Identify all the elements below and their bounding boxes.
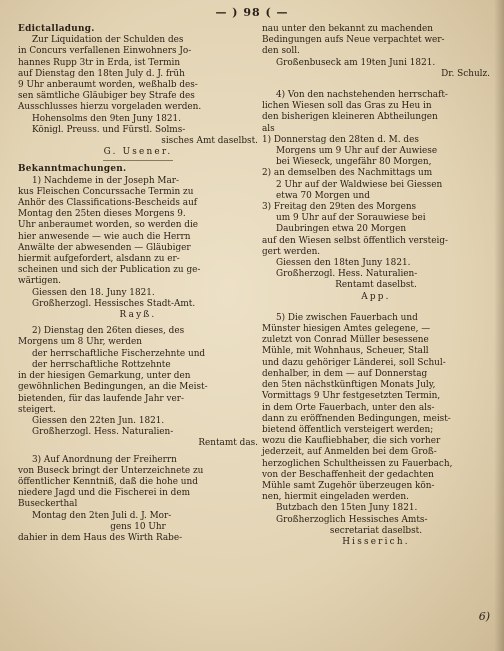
text-line: denhalber, in dem — auf Donnerstag [262,368,428,379]
text-line: der herrschaftliche Fischerzehnte und [32,348,206,359]
text-line: Montag den 2ten Juli d. J. Mor- [32,510,172,521]
text-line: 2) an demselben des Nachmittags um [262,168,433,179]
text-line: Großherzogl. Hessisches Stadt-Amt. [32,298,196,309]
section-divider [103,160,173,161]
text-line: Ausschlusses hierzu vorgeladen werden. [18,102,202,113]
text-line: sisches Amt daselbst. [161,136,258,147]
text-line: Uhr anberaumet worden, so werden die [18,220,199,231]
text-line: Rayß. [119,310,157,321]
text-line: Anhör des Classifications-Bescheids auf [18,198,198,209]
text-line: von Buseck bringt der Unterzeichnete zu [18,465,204,476]
page-edge-shadow [494,0,504,651]
text-line: auf Dienstag den 18ten July d. J. früh [18,68,185,79]
text-line: auf den Wiesen selbst öffentlich versteig- [262,235,449,246]
text-line: Großherzogl. Hess. Naturalien- [276,269,418,280]
text-line: secretariat daselbst. [329,525,423,536]
text-line: 9 Uhr anberaumt worden, weßhalb des- [18,80,198,91]
text-line: niedere Jagd und die Fischerei in dem [18,488,190,499]
text-line: steigert. [18,404,56,415]
text-line: herzoglichen Schultheissen zu Fauerbach, [262,458,453,469]
text-line: hiermit aufgefordert, alsdann zu er- [18,254,180,265]
text-line: sen sämtliche Gläubiger bey Strafe des [18,91,195,102]
text-line: Giessen den 22ten Jun. 1821. [32,415,165,426]
text-line: jederzeit, auf Anmelden bei dem Groß- [262,447,437,458]
text-line: Butzbach den 15ten Juny 1821. [276,503,418,514]
text-line: Morgens um 8 Uhr, werden [18,337,142,348]
text-line: den bisherigen kleineren Abtheilungen [262,112,438,123]
text-line: öffentlicher Kenntniß, daß die hohe und [18,476,198,487]
text-line: Vormittags 9 Uhr festgesetzten Termin, [262,391,441,402]
text-line: Buseckerthal [18,499,78,510]
text-line: Giessen den 18ten Juny 1821. [276,258,411,269]
text-line: Großenbuseck am 19ten Juni 1821. [276,57,436,68]
text-line: 3) Freitag den 29ten des Morgens [262,202,417,213]
text-line: Königl. Preuss. und Fürstl. Solms- [32,124,186,135]
text-line: 1) Nachdeme in der Joseph Mar- [32,175,180,186]
text-line: bietend öffentlich versteigert werden; [262,424,434,435]
text-line: 1) Donnerstag den 28ten d. M. des [262,134,419,145]
text-line: und dazu gehöriger Länderei, soll Schul- [262,357,446,368]
text-line: bei Wieseck, ungefähr 80 Morgen, [276,157,432,168]
text-line: hannes Rupp 3tr in Erda, ist Termin [18,57,181,68]
text-line: Münster hiesigen Amtes gelegene, — [262,324,431,335]
text-line: den 5ten nächstkünftigen Monats July, [262,380,436,391]
text-line: um 9 Uhr auf der Sorauwiese bei [276,213,426,224]
text-line: App. [361,291,391,302]
page-number-header: — ) 98 ( — [215,6,289,19]
text-line: nen, hiermit eingeladen werden. [262,492,409,503]
text-line: Großherzoglich Hessisches Amts- [276,514,428,525]
text-line: 2) Dienstag den 26ten dieses, des [32,326,185,337]
spacer [262,303,490,313]
text-line: dann zu eröffnenden Bedingungen, meist- [262,413,451,424]
text-line: in der hiesigen Gemarkung, unter den [18,371,191,382]
text-line: Rentamt daselbst. [335,280,417,291]
text-line: Rentamt das. [198,438,258,449]
text-line: zuletzt von Conrad Müller besessene [262,335,429,346]
text-line: 2 Uhr auf der Waldwiese bei Giessen [276,179,443,190]
text-line: Anwälte der abwesenden — Gläubiger [18,242,191,253]
right-column [262,24,490,548]
text-line: scheinen und sich der Publication zu ge- [18,265,201,276]
text-line: als [262,123,275,134]
text-line: gewöhnlichen Bedingungen, an die Meist- [18,382,208,393]
spacer [262,80,490,90]
text-line: Hohensolms den 9ten Juny 1821. [32,113,181,124]
text-line: wozu die Kaufliebhaber, die sich vorher [262,436,441,447]
text-line: Montag den 25ten dieses Morgens 9. [18,209,186,220]
text-line: dahier in dem Haus des Wirth Rabe- [18,532,183,543]
text-line: Edictalladung. [18,24,95,34]
text-line: Giessen den 18. Juny 1821. [32,287,155,298]
text-line: 3) Auf Anordnung der Freiherrn [32,454,177,465]
text-line: Mühle samt Zugehör überzeugen kön- [262,480,435,491]
text-line: Bekanntmachungen. [18,164,127,175]
catchword: 6) [478,610,490,623]
text-line: kus Fleischen Concurssache Termin zu [18,186,194,197]
text-line: Hisserich. [342,536,410,547]
text-line: Morgens um 9 Uhr auf der Auwiese [276,146,438,157]
left-column [18,24,258,544]
text-line: gens 10 Uhr [110,521,166,532]
text-line: der herrschaftliche Rottzehnte [32,359,171,370]
text-line: in dem Orte Fauerbach, unter den als- [262,402,435,413]
text-line: nau unter den bekannt zu machenden [262,24,433,34]
text-line: von der Beschaffenheit der gedachten [262,469,434,480]
text-line: den soll. [262,46,300,57]
text-line: Bedingungen aufs Neue verpachtet wer- [262,35,445,46]
text-line: bietenden, für das laufende Jahr ver- [18,393,184,404]
text-line: 5) Die zwischen Fauerbach und [276,312,418,323]
text-line: gert werden. [262,246,321,257]
text-line: 4) Von den nachstehenden herrschaft- [276,90,448,101]
text-line: Großherzogl. Hess. Naturalien- [32,427,174,438]
text-line: Zur Liquidation der Schulden des [32,35,184,46]
text-line: Daubringen etwa 20 Morgen [276,224,407,235]
text-line: etwa 70 Morgen und [276,190,370,201]
text-line: Dr. Schulz. [441,68,490,79]
text-line: G. Usener. [103,147,173,158]
text-line: in Concurs verfallenen Einwohners Jo- [18,46,192,57]
text-line: wärtigen. [18,276,62,287]
text-line: lichen Wiesen soll das Gras zu Heu in [262,101,432,112]
text-line: Mühle, mit Wohnhaus, Scheuer, Stall [262,346,429,357]
text-line: hier anwesende — wie auch die Herrn [18,231,191,242]
